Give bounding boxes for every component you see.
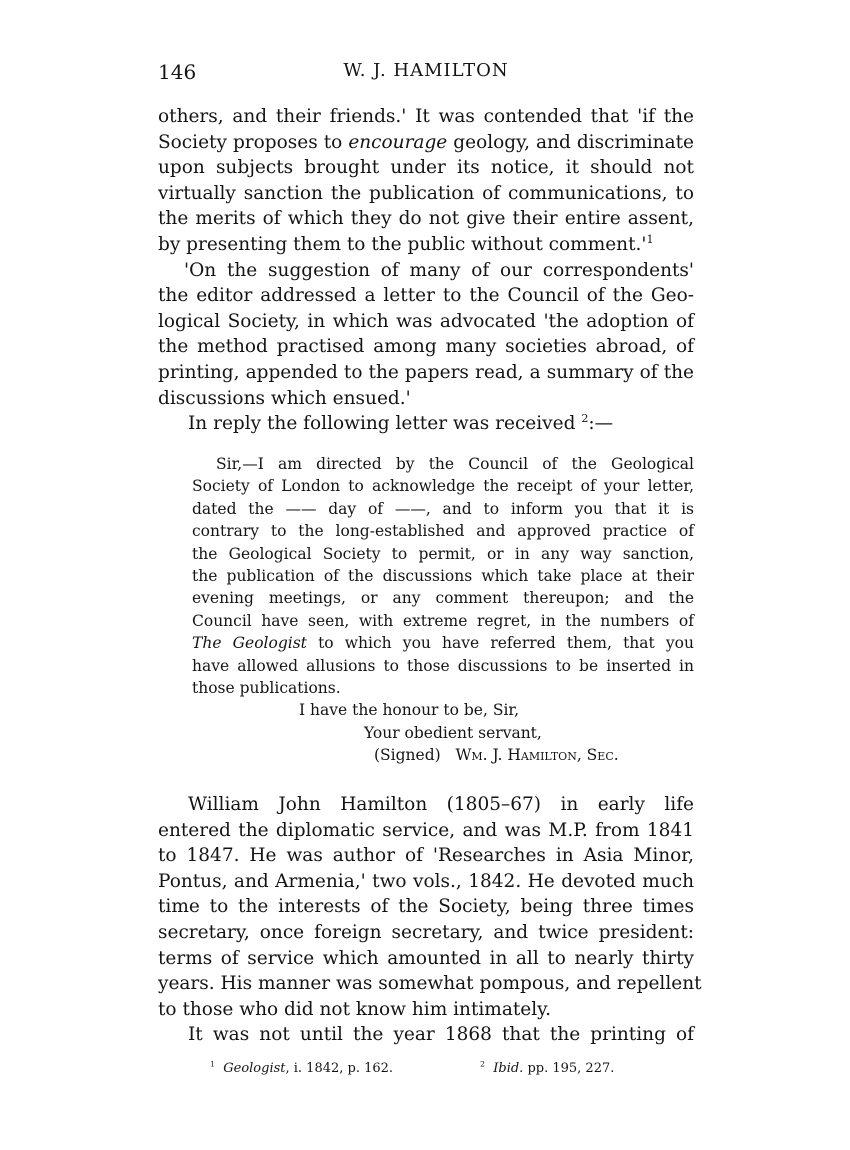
paragraph-line: the editor addressed a letter to the Council of the Geo- [158,285,694,307]
paragraph-line: Society proposes to encourage geology, and discriminate [158,131,694,153]
signatory-name: Wm. J. Hamilton, Sec. [455,746,619,765]
paragraph-line: years. His manner was somewhat pompous, and repellent [158,973,702,995]
journal-title: The Geologist [192,634,307,653]
letter-line: Council have seen, with extreme regret, in the numbers of [192,611,694,630]
letter-line: those publications. [192,679,341,698]
paragraph-line: terms of service which amounted in all to nearly thirty [158,947,694,969]
paragraph-line: William John Hamilton (1805–67) in early life [188,794,694,815]
letter-line: dated the —— day of ——, and to inform you that it is [192,499,694,518]
letter-line: the publication of the discussions which take place at their [192,567,694,586]
letter-signature: (Signed) Wm. J. Hamilton, Sec. [374,746,619,765]
quoted-letter [192,453,694,767]
footnote-ref: 2 [581,411,589,425]
letter-line: Society of London to acknowledge the receipt of your letter, [192,477,694,496]
paragraph-line: time to the interests of the Society, being three times [158,896,694,918]
letter-closing: Your obedient servant, [364,723,542,742]
paragraph-line: secretary, once foreign secretary, and twice president: [158,921,694,943]
paragraph-line: entered the diplomatic service, and was M.P. from 1841 [158,819,694,841]
emphasis-word: encourage [348,131,448,153]
paragraph-line: upon subjects brought under its notice, it should not [158,157,694,179]
letter-line: Sir,—I am directed by the Council of the Geological [216,455,694,473]
biography-text [158,792,702,1048]
paragraph-line: the merits of which they do not give their entire assent, [158,208,694,230]
paragraph-line: discussions which ensued.' [158,387,411,409]
paragraph-line: 'On the suggestion of many of our correspondents' [184,259,694,281]
paragraph-line: virtually sanction the publication of communications, to [158,182,694,204]
footnote-ref: 1 [646,232,654,246]
paragraph-line: In reply the following letter was received $^2$:— [188,411,614,435]
page-header [158,60,694,90]
letter-line: contrary to the long-established and approved practice of [192,522,694,541]
letter-line: evening meetings, or any comment thereupon; and the [192,589,694,608]
paragraph-line: printing, appended to the papers read, a summary of the [158,361,694,383]
letter-closing: I have the honour to be, Sir, [299,701,520,720]
running-head: W. J. HAMILTON [343,60,509,81]
letter-line: the Geological Society to permit, or in any way sanction, [192,544,694,563]
letter-line: have allowed allusions to those discussions to be inserted in [192,656,694,675]
body-text [158,104,694,437]
paragraph-line: It was not until the year 1868 that the printing of [188,1024,694,1046]
paragraph-line: by presenting them to the public without $comment.'^1$ [158,232,654,255]
paragraph-line: to 1847. He was author of 'Researches in Asia Minor, [158,845,694,867]
page-number: 146 [158,60,197,84]
footnote: $^2$ Ibid. pp. 195, 227. [480,1059,615,1076]
paragraph-line: others, and their friends.' It was contended that 'if the [158,106,694,127]
paragraph-line: Pontus, and Armenia,' two vols., 1842. He devoted much [158,870,694,892]
footnote: $^1$ Geologist, i. 1842, p. 162. [210,1059,394,1076]
paragraph-line: the method practised among many societies abroad, of [158,336,694,358]
letter-line: The Geologist to which you have referred them, that you [192,634,694,653]
paragraph-line: logical Society, in which was advocated 'the adoption of [158,310,694,332]
paragraph-line: to those who did not know him intimately. [158,998,552,1020]
